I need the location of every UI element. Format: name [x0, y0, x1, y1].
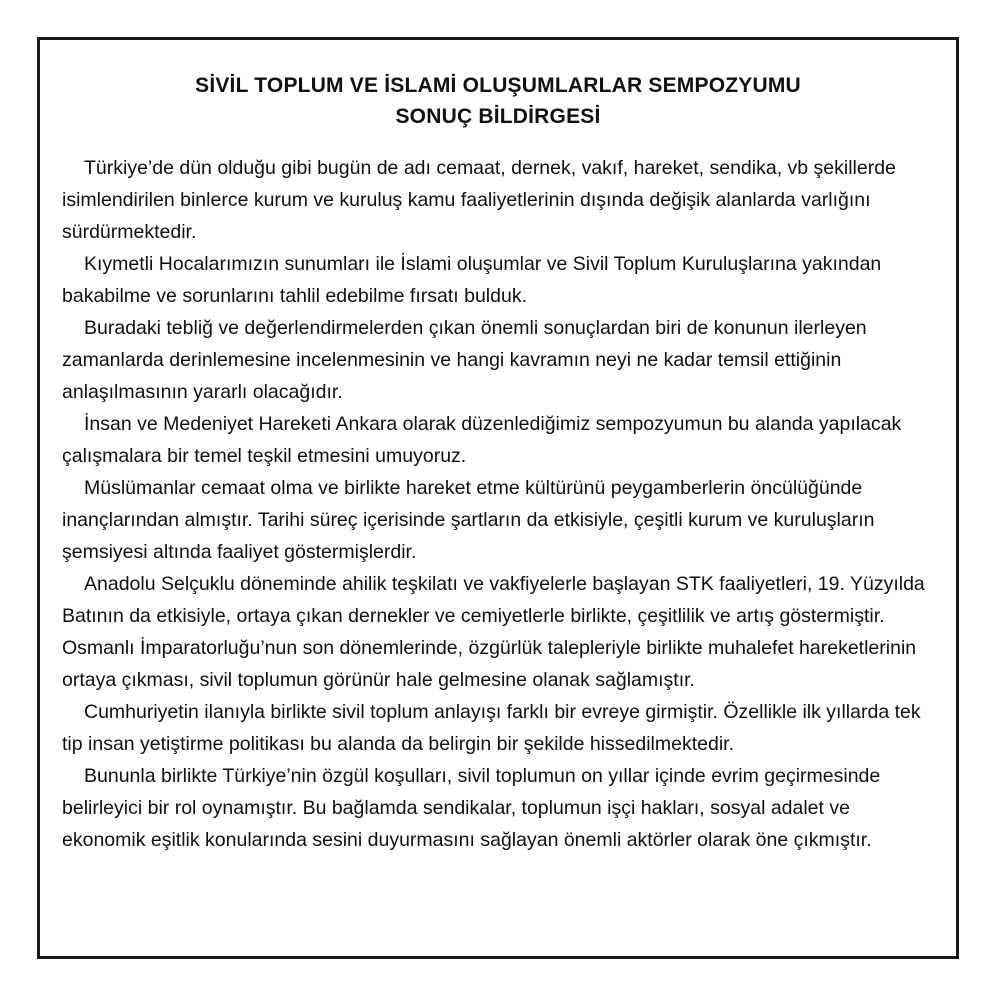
paragraph: Anadolu Selçuklu döneminde ahilik teşkilatı ve vakfiyelerle başlayan STK faaliyetleri, 19. Yüzyılda Batının da etkisiyle, ortaya çıkan dernekler ve cemiyetlerle birlikte, çeşitlilik ve artış göstermiştir. Osmanlı İmparatorluğu’nun son dönemlerinde, özgürlük talepleriyle birlikte muhalefet hareketlerinin ortaya çıkması, sivil toplumun görünür hale gelmesine olanak sağlamıştır. [62, 573, 925, 691]
title-line-2: SONUÇ BİLDİRGESİ [395, 105, 601, 128]
paragraph: İnsan ve Medeniyet Hareketi Ankara olarak düzenlediğimiz sempozyumun bu alanda yapılacak çalışmalara bir temel teşkil etmesini umuyoruz. [62, 413, 902, 467]
title-line-1: SİVİL TOPLUM VE İSLAMİ OLUŞUMLARLAR SEMPOZYUMU [195, 74, 801, 97]
paragraph: Bununla birlikte Türkiye’nin özgül koşulları, sivil toplumun on yıllar içinde evrim geçirmesinde belirleyici bir rol oynamıştır. Bu bağlamda sendikalar, toplumun işçi hakları, sosyal adalet ve ekonomik eşitlik konularında sesini duyurmasını sağlayan önemli aktörler olarak öne çıkmıştır. [62, 765, 881, 851]
document-body [62, 152, 938, 856]
paragraph: Türkiye’de dün olduğu gibi bugün de adı cemaat, dernek, vakıf, hareket, sendika, vb şekillerde isimlendirilen binlerce kurum ve kuruluş kamu faaliyetlerinin dışında değişik alanlarda varlığını sürdürmektedir. [62, 157, 896, 243]
document-frame [37, 37, 959, 959]
paragraph: Buradaki tebliğ ve değerlendirmelerden çıkan önemli sonuçlardan biri de konunun ilerleyen zamanlarda derinlemesine incelenmesinin ve hangi kavramın neyi ne kadar temsil ettiğinin anlaşılmasının yararlı olacağıdır. [62, 317, 867, 403]
paragraph: Müslümanlar cemaat olma ve birlikte hareket etme kültürünü peygamberlerin öncülüğünde inançlarından almıştır. Tarihi süreç içerisinde şartların da etkisiyle, çeşitli kurum ve kuruluşların şemsiyesi altında faaliyet göstermişlerdir. [62, 477, 875, 563]
paragraph: Cumhuriyetin ilanıyla birlikte sivil toplum anlayışı farklı bir evreye girmiştir. Özellikle ilk yıllarda tek tip insan yetiştirme politikası bu alanda da belirgin bir şekilde hissedilmektedir. [62, 701, 921, 755]
document-title [40, 70, 956, 132]
paragraph: Kıymetli Hocalarımızın sunumları ile İslami oluşumlar ve Sivil Toplum Kuruluşlarına yakından bakabilme ve sorunlarını tahlil edebilme fırsatı bulduk. [62, 253, 882, 307]
